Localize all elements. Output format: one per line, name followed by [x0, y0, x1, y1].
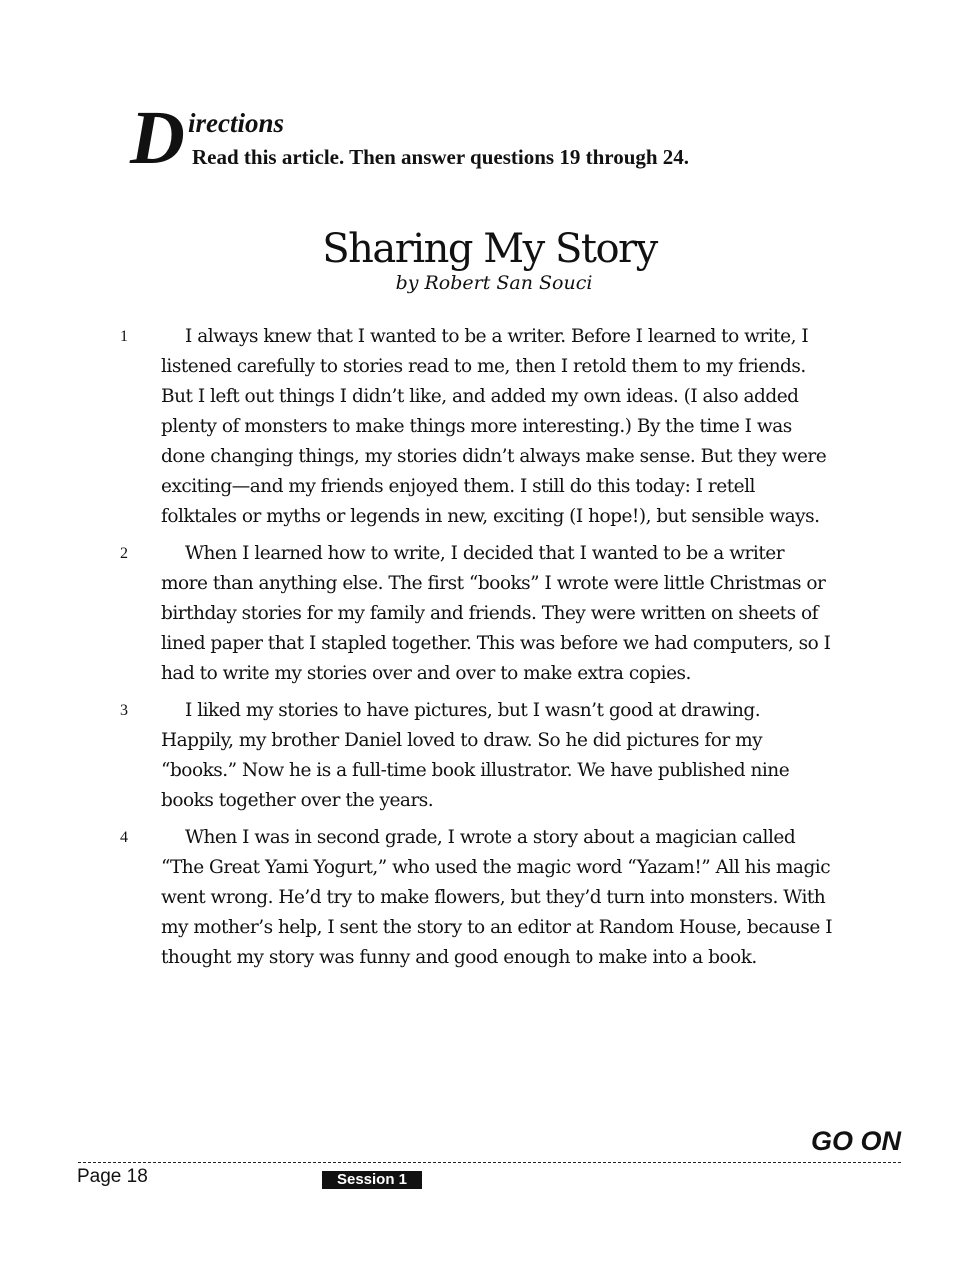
directions-label: irections — [188, 108, 285, 138]
go-on-label: GO ON — [810, 1126, 901, 1156]
paragraph-text: I liked my stories to have pictures, but I wasn’t good at drawing. Happily, my brother Daniel loved to draw. So he did pictures for my “books.” Now he is a full-time book illustrator. We have published nine books together over the years. — [161, 700, 790, 811]
paragraph-number: 2 — [120, 545, 128, 562]
directions-initial: D — [130, 96, 185, 180]
paragraph-text: When I learned how to write, I decided that I wanted to be a writer more than anything else. The first “books” I wrote were little Christmas or birthday stories for my family and friends. They were written on sheets of lined paper that I stapled together. This was before we had computers, so I had to write my stories over and over to make extra copies. — [161, 543, 831, 684]
paragraph-text: I always knew that I wanted to be a writer. Before I learned to write, I listened carefully to stories read to me, then I retold them to my friends. But I left out things I didn’t like, and added my own ideas. (I also added plenty of monsters to make things more interesting.) By the time I was done changing things, my stories didn’t always make sense. But they were exciting—and my friends enjoyed them. I still do this today: I retell folktales or myths or legends in new, exciting (I hope!), but sensible ways. — [161, 326, 827, 527]
paragraph-number: 4 — [120, 829, 128, 846]
paragraph-number: 3 — [120, 702, 128, 719]
footer-divider — [78, 1162, 901, 1163]
session-badge: Session 1 — [322, 1171, 422, 1189]
article-byline: by Robert San Souci — [395, 272, 593, 294]
page-number: Page 18 — [77, 1166, 148, 1187]
directions-instruction: Read this article. Then answer questions 19 through 24. — [192, 145, 690, 169]
paragraph-text: When I was in second grade, I wrote a story about a magician called “The Great Yami Yogurt,” who used the magic word “Yazam!” All his magic went wrong. He’d try to make flowers, but they’d turn into monsters. With my mother’s help, I sent the story to an editor at Random House, because I thought my story was funny and good enough to make into a book. — [161, 827, 833, 968]
paragraph-number: 1 — [120, 328, 128, 345]
directions-header — [130, 96, 830, 180]
article-title: Sharing My Story — [322, 225, 657, 272]
